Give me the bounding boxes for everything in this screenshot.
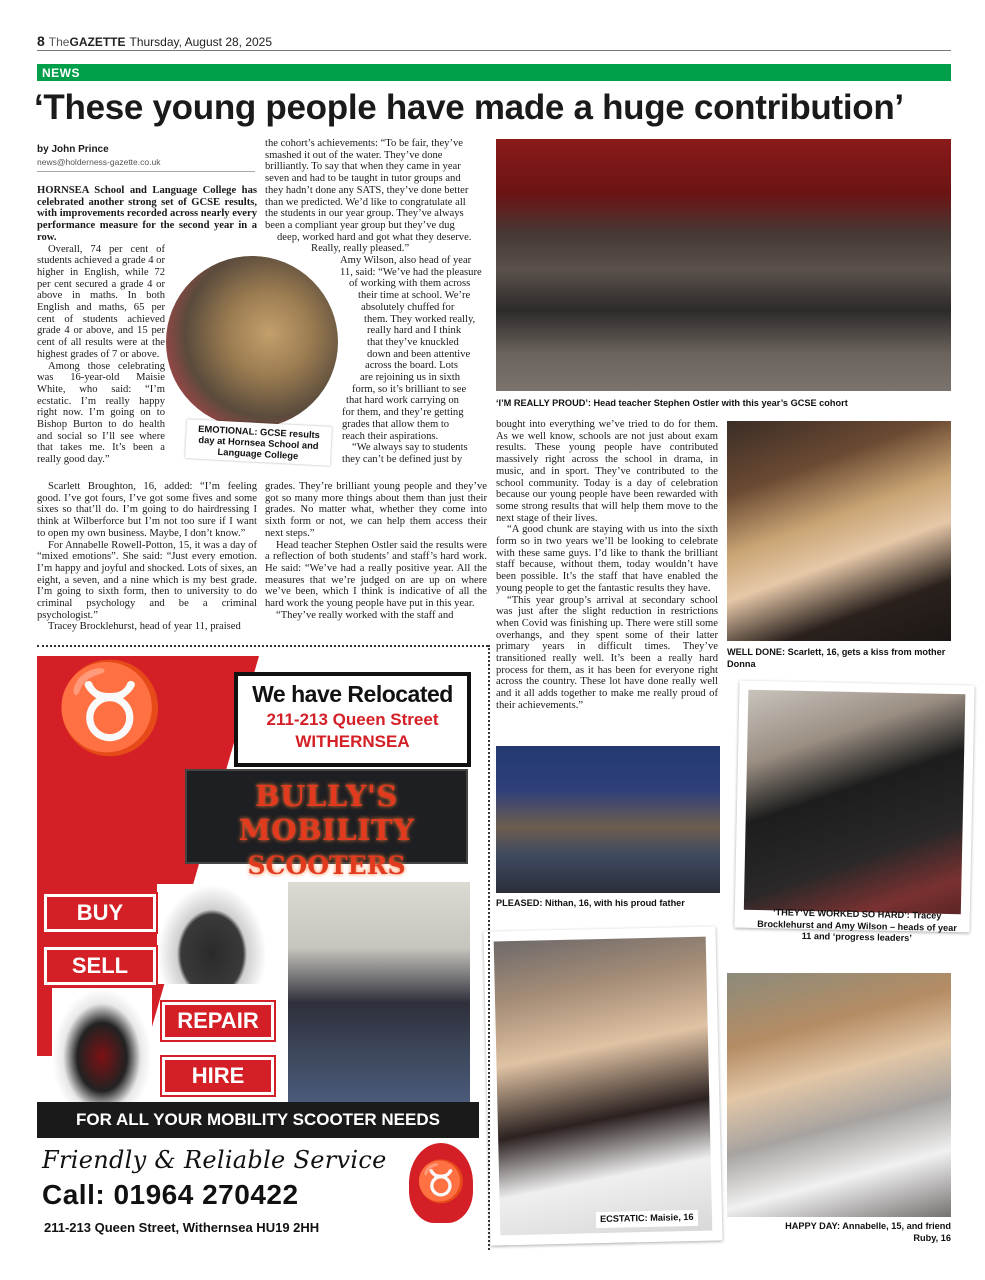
advert-phone[interactable]: Call: 01964 270422 [42,1179,299,1210]
article-line: seven and had to be taught in tutor groups and [265,173,461,185]
article-line: “We always say to students [352,442,468,454]
advert-friendly-service: Friendly & Reliable Service [42,1146,387,1174]
byline: by John Prince [37,144,109,155]
photo-gcse-cohort [496,139,951,391]
caption-tracey: ‘THEY’VE WORKED SO HARD’: Tracey Brocklehurst and Amy Wilson – heads of year 11 and ‘progress leaders’ [757,907,957,944]
headline: ‘These young people have made a huge contribution’ [34,88,904,127]
article-paragraph: Overall, 74 per cent of students achieved a grade 4 or higher in English, while 72 per cent secured a grade 4 or above in maths. In both English and maths, 65 per cent of students achieved grade 4 or above, and 15 per cent of all results were at the highest grades of 7 or above. [37,243,165,360]
hire-label: HIRE [162,1057,274,1095]
masthead-name: GAZETTE [69,35,126,49]
photo-tracey-and-amy-frame [734,681,974,933]
article-line: for them, and they’re getting [342,407,464,419]
article-line: smashed it out of the water. They’ve done [265,149,443,161]
bull-logo-icon: ♉ [409,1143,473,1223]
article-line: grades that allow them to [342,418,450,430]
sell-label: SELL [44,947,156,985]
article-intro: HORNSEA School and Language College has celebrated another strong set of GCSE results, with improvements recorded across nearly every performance measure for the second year in a row. [37,185,257,243]
advert-tagline: FOR ALL YOUR MOBILITY SCOOTER NEEDS [37,1102,479,1138]
advert-separator-horizontal [37,645,488,647]
photo-annabelle-and-ruby [727,973,951,1217]
article-line: they hadn’t done any SATS, they’ve done better [265,184,469,196]
advert-relocated-box [234,672,471,767]
photo-emotional-students [166,256,338,428]
article-paragraph: grades. They’re brilliant young people and they’ve got so many more things about them than just their grades. No matter what, whether they come into sixth form or not, we can help them access their next steps.” [265,481,487,539]
article-line: their time at school. We’re [358,290,471,302]
article-line: brilliantly. To say that when they came in year [265,161,461,173]
article-paragraph: “A good chunk are staying with us into the sixth form so in two years we’ll be looking to celebrate with these same guys. I’d like to thank the brilliant staff because, without them, today wouldn’t have been possible. It’s the staff that have enabled the young people to get the fantastic results they have. [496,524,718,594]
caption-maisie: ECSTATIC: Maisie, 16 [596,1210,698,1228]
article-line: the cohort’s achievements: “To be fair, they’ve [265,138,463,149]
article-line: of working with them across [349,278,471,290]
page-number: 8 [37,33,45,49]
advert-relocated-street: 211-213 Queen Street [266,710,439,729]
advert-sign-line-1: BULLY'S MOBILITY [238,779,415,847]
buy-label: BUY [44,894,156,932]
article-paragraph: Among those celebrating was 16-year-old Maisie White, who said: “I’m ecstatic. I’m really happy right now. I’m going on to Bishop Burton to do health and social so I’ll see where that takes me. It’s been a really good day.” [37,360,165,466]
advert-shop-sign [185,769,468,880]
scooter-image [157,884,267,984]
article-line: that they’ve knuckled [367,336,459,348]
article-line: across the board. Lots [365,360,458,372]
article-column-3 [496,419,718,712]
photo-maisie-frame [483,926,722,1245]
article-paragraph: “This year group’s arrival at secondary school was just after the slight reduction in restrictions when Covid was finishing up. There were still some overhangs, and they spent some of their latter primary years in difficult times. They’ve transitioned really well. It’s been a really hard process for them, as it has been for everyone right across the country. These lot have done really well and it all adds together to make me really proud of their achievements.” [496,594,718,711]
section-bar [37,64,951,81]
scooter-image [52,988,152,1103]
article-line: than we predicted. We’d like to congratulate all [265,196,466,208]
showroom-image [288,882,470,1102]
byline-rule [37,171,255,172]
article-column-1-bottom [37,481,257,633]
caption-annabelle: HAPPY DAY: Annabelle, 15, and friend Ruby, 16 [785,1221,951,1243]
photo-maisie [494,937,713,1236]
repair-label: REPAIR [162,1002,274,1040]
article-paragraph: Head teacher Stephen Ostler said the results were a reflection of both students’ and staff’s hard work. He said: “We’ve had a really positive year. All the measures that we’re judged on are up on where we’ve been, which I think is indicative of all the hard work the young people have put in this year. [265,539,487,610]
article-line: Really, really pleased.” [311,243,410,255]
article-line: them. They worked really, [364,313,476,325]
caption-emotional: EMOTIONAL: GCSE results day at Hornsea School and Language College [185,419,332,466]
article-paragraph: For Annabelle Rowell-Potton, 15, it was a day of “mixed emotions”. She said: “Just every emotion. I’m happy and joyful and shocked. Lots of sixes, an eight, a seven, and a nine which is my best grade. I’m going to sixth form, then to university to do criminal psychology and be a criminal psychologist.” [37,539,257,621]
advert-relocated-heading: We have Relocated [252,681,453,707]
photo-nithan-and-father [496,746,720,893]
article-line: reach their aspirations. [342,430,439,442]
article-line: that hard work carrying on [346,395,459,407]
advert-separator-vertical [488,645,490,1250]
bull-logo-icon: ♉ [55,661,165,758]
section-label: NEWS [42,66,80,80]
article-paragraph: bought into everything we’ve tried to do for them. As we well know, schools are not just about exam results. These young people have contributed massively right across the school in drama, in music, and in sport. They’ve contributed to the school community. Today is a day of celebration because our young people have been rewarded with some strong results that will help them move to the next stage of their lives. [496,419,718,524]
header-rule [37,50,951,51]
article-line: are rejoining us in sixth [360,372,461,384]
photo-tracey-and-amy [744,690,966,914]
caption-scarlett: WELL DONE: Scarlett, 16, gets a kiss from mother Donna [727,647,946,669]
article-paragraph: Tracey Brocklehurst, head of year 11, praised [48,621,241,633]
advert-bullys-mobility[interactable] [37,656,479,1246]
article-line: been a compliant year group but they’ve dug [265,219,455,231]
caption-cohort: ‘I’M REALLY PROUD’: Head teacher Stephen Ostler with this year’s GCSE cohort [496,398,848,408]
photo-scarlett-and-mother [727,421,951,641]
article-line: really hard and I think [367,325,462,337]
caption-nithan: PLEASED: Nithan, 16, with his proud father [496,898,685,908]
page-folio [37,33,272,49]
advert-address: 211-213 Queen Street, Withernsea HU19 2HH [44,1220,320,1235]
issue-date: Thursday, August 28, 2025 [129,35,273,49]
article-line: form, so it’s brilliant to see [352,383,467,395]
article-line: the students in our year group. They’ve always [265,208,464,220]
article-line: they can’t be defined just by [342,453,463,465]
article-line: Amy Wilson, also head of year [340,255,472,267]
article-paragraph: “They’ve really worked with the staff and [276,609,454,621]
article-line: absolutely chuffed for [361,301,455,313]
byline-email[interactable]: news@holderness-gazette.co.uk [37,157,161,167]
masthead-the: The [48,35,70,49]
article-line: 11, said: “We’ve had the pleasure [340,266,482,278]
article-paragraph: Scarlett Broughton, 16, added: “I’m feeling good. I’ve got fours, I’ve got some fives and some sixes so that’ll do. I’m going to do hairdressing I think at Wilberforce but I’m not too sure if I want to open my own business. Maybe, I don’t know.” [37,481,257,539]
article-column-2-bottom [265,481,487,621]
article-line: down and been attentive [367,348,471,360]
advert-sign-line-2: SCOOTERS [247,851,406,880]
article-line: deep, worked hard and got what they deserve. [277,231,472,243]
advert-relocated-town: WITHERNSEA [295,732,410,751]
